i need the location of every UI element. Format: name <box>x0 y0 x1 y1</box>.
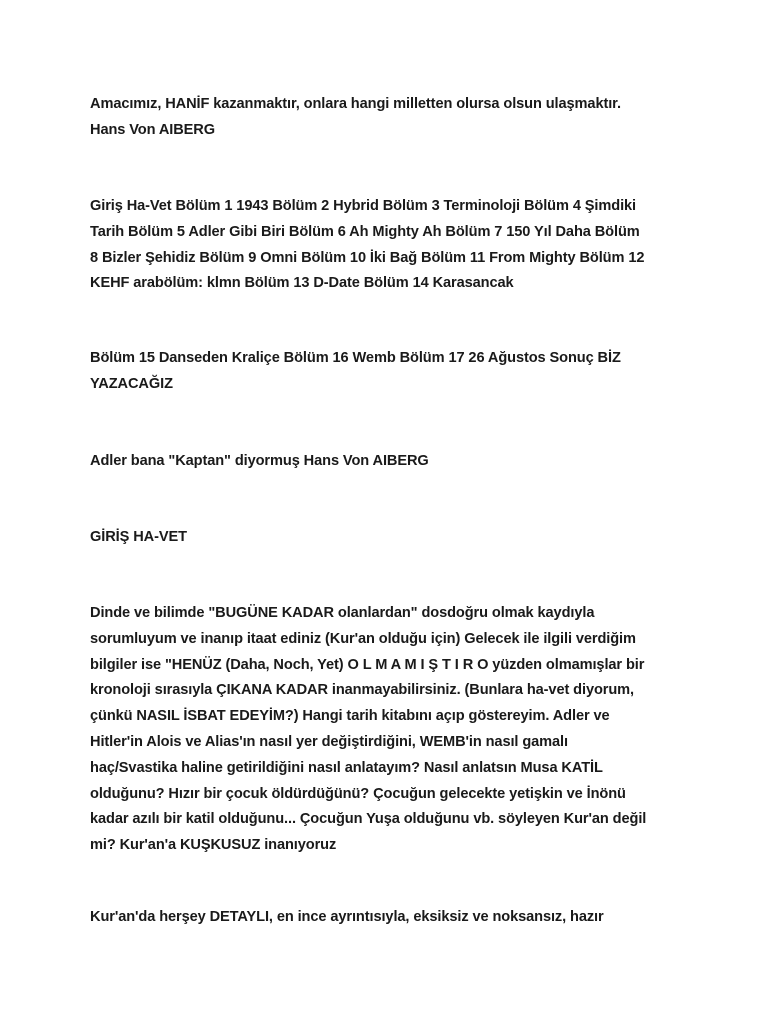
section-heading <box>90 525 690 551</box>
text-line: Tarih Bölüm 5 Adler Gibi Biri Bölüm 6 Ah Mighty Ah Bölüm 7 150 Yıl Daha Bölüm <box>90 223 640 240</box>
text-line: Hans Von AIBERG <box>90 121 215 138</box>
text-line: kronoloji sırasıyla ÇIKANA KADAR inanmayabilirsiniz. (Bunlara ha-vet diyorum, <box>90 682 635 699</box>
text-line: çünkü NASIL İSBAT EDEYİM?) Hangi tarih kitabını açıp göstereyim. Adler ve <box>90 708 610 725</box>
text-line: Giriş Ha-Vet Bölüm 1 1943 Bölüm 2 Hybrid Bölüm 3 Terminoloji Bölüm 4 Şimdiki <box>90 198 637 214</box>
text-line: YAZACAĞIZ <box>90 375 173 392</box>
text-line: Bölüm 15 Danseden Kraliçe Bölüm 16 Wemb Bölüm 17 26 Ağustos Sonuç BİZ <box>90 350 621 366</box>
text-line: Hitler'in Alois ve Alias'ın nasıl yer değiştirdiğini, WEMB'in nasıl gamalı <box>90 733 568 750</box>
text-line: sorumluyum ve inanıp itaat ediniz (Kur'an olduğu için) Gelecek ile ilgili verdiğim <box>90 630 636 647</box>
body-paragraph <box>90 601 690 859</box>
text-line: Dinde ve bilimde "BUGÜNE KADAR olanlardan" dosdoğru olmak kaydıyla <box>90 605 595 621</box>
text-line: olduğunu? Hızır bir çocuk öldürdüğünü? Çocuğun gelecekte yetişkin ve İnönü <box>90 785 626 802</box>
text-line: Kur'an'da herşey DETAYLI, en ince ayrıntısıyla, eksiksiz ve noksansız, hazır <box>90 909 604 925</box>
epigraph-paragraph <box>90 92 690 144</box>
contents-continued-paragraph <box>90 346 690 398</box>
text-line: 8 Bizler Şehidiz Bölüm 9 Omni Bölüm 10 İki Bağ Bölüm 11 From Mighty Bölüm 12 <box>90 249 645 266</box>
contents-paragraph <box>90 194 690 297</box>
text-line: bilgiler ise "HENÜZ (Daha, Noch, Yet) O L M A M I Ş T I R O yüzden olmamışlar bir <box>90 656 645 673</box>
text-line: mi? Kur'an'a KUŞKUSUZ inanıyoruz <box>90 837 337 854</box>
text-line: Adler bana "Kaptan" diyormuş Hans Von AIBERG <box>90 453 429 469</box>
text-line: KEHF arabölüm: klmn Bölüm 13 D-Date Bölüm 14 Karasancak <box>90 275 514 292</box>
text-line: kadar azılı bir katil olduğunu... Çocuğun Yuşa olduğunu vb. söyleyen Kur'an değil <box>90 811 647 828</box>
text-line: Amacımız, HANİF kazanmaktır, onlara hangi milletten olursa olsun ulaşmaktır. <box>90 96 621 112</box>
text-line: GİRİŞ HA-VET <box>90 529 187 545</box>
quote-paragraph <box>90 449 690 475</box>
body-paragraph <box>90 905 690 931</box>
text-line: haç/Svastika haline getirildiğini nasıl anlatayım? Nasıl anlatsın Musa KATİL <box>90 759 603 776</box>
